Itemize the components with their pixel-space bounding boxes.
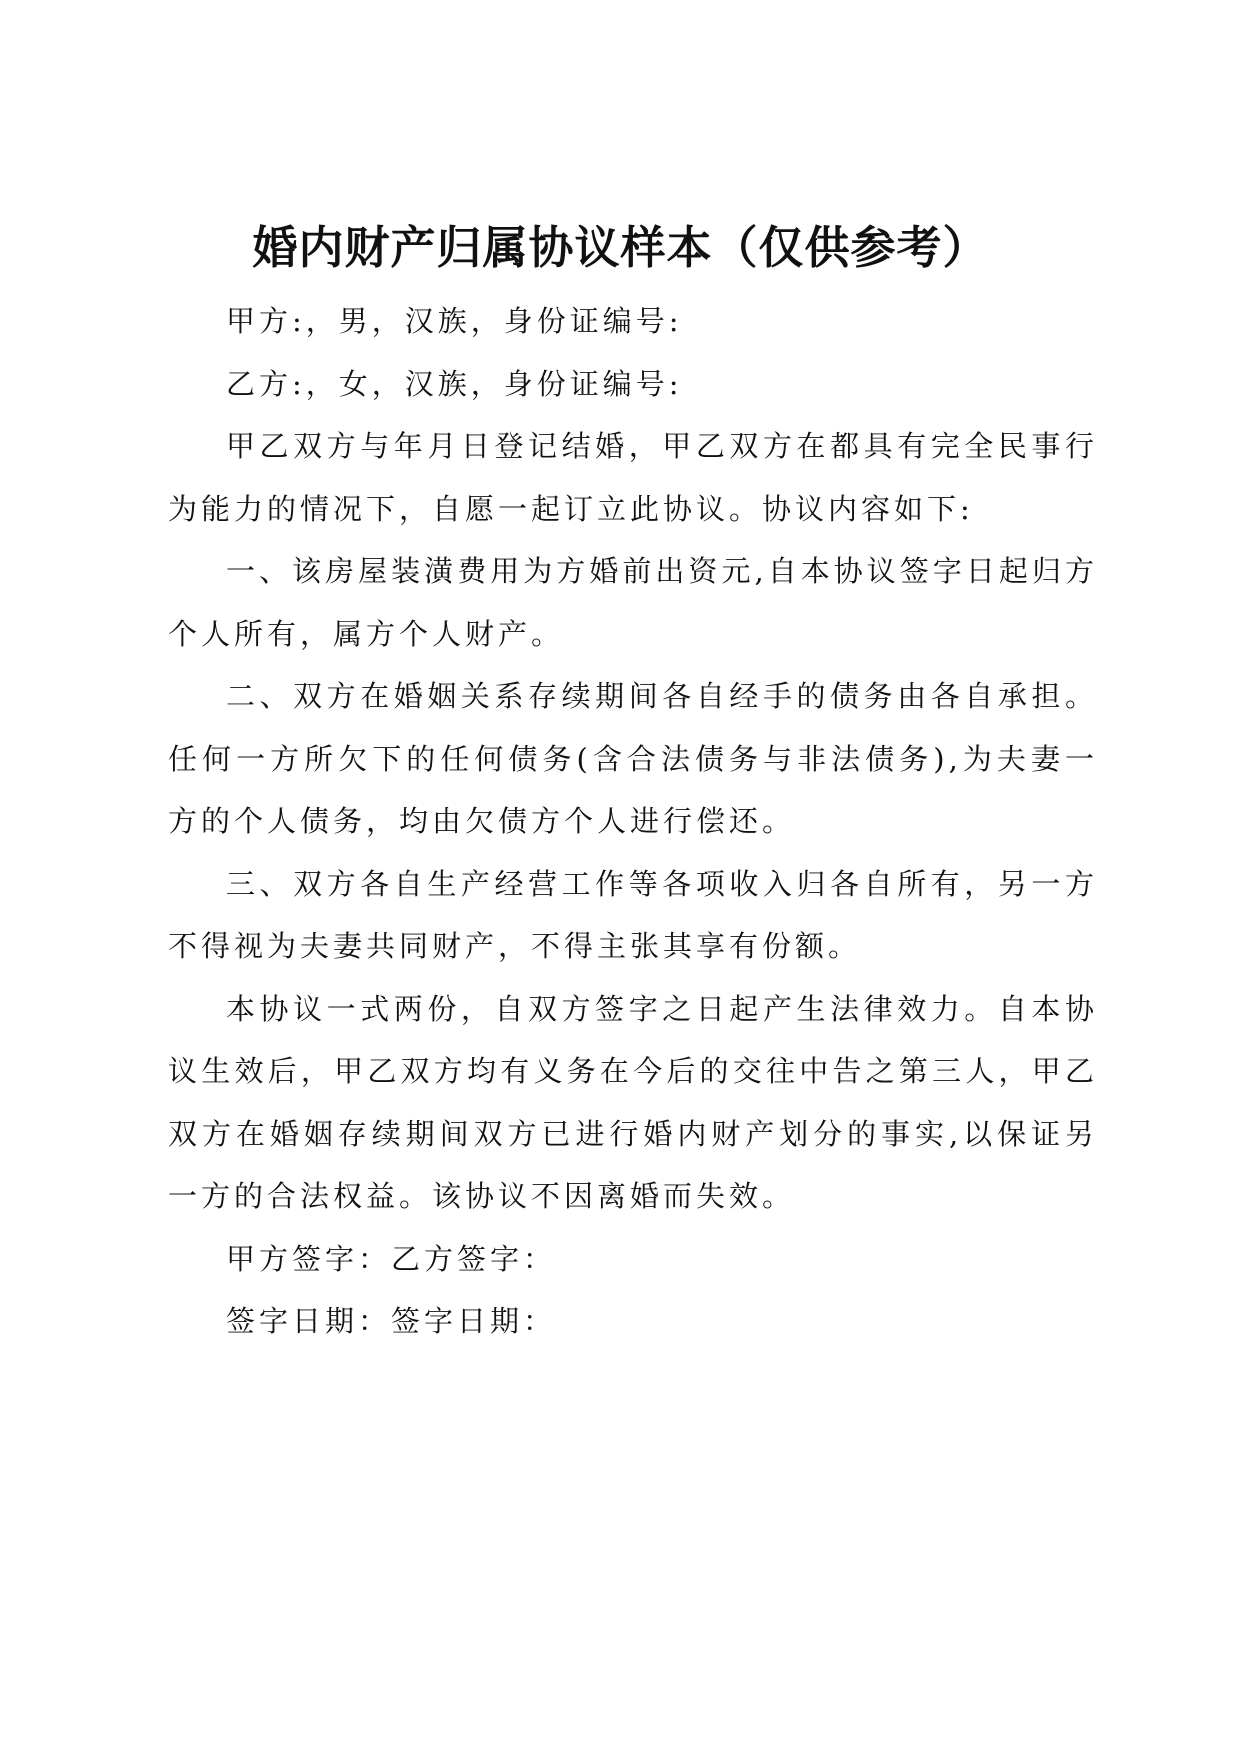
effectiveness-paragraph: 本协议一式两份，自双方签字之日起产生法律效力。自本协议生效后，甲乙双方均有义务在今后的交往中告之第三人，甲乙双方在婚姻存续期间双方已进行婚内财产划分的事实,以保证另一方的合法权益。该协议不因离婚而失效。 <box>168 991 1098 1213</box>
signature-date-line: 签字日期：签字日期： <box>226 1304 557 1338</box>
signature-line: 甲方签字：乙方签字： <box>226 1241 557 1276</box>
clause-1: 一、该房屋装潢费用为方婚前出资元,自本协议签字日起归方个人所有，属方个人财产。 <box>168 554 1098 651</box>
clause-2: 二、双方在婚姻关系存续期间各自经手的债务由各自承担。任何一方所欠下的任何债务(含合法债务与非法债务),为夫妻一方的个人债务，均由欠债方个人进行偿还。 <box>168 679 1098 838</box>
document-title: 婚内财产归属协议样本（仅供参考） <box>252 221 989 274</box>
party-b-line: 乙方:，女，汉族，身份证编号: <box>226 366 683 401</box>
clause-3: 三、双方各自生产经营工作等各项收入归各自所有，另一方不得视为夫妻共同财产，不得主张其享有份额。 <box>168 866 1098 963</box>
document-body <box>168 290 1098 1353</box>
party-a-line: 甲方:，男，汉族，身份证编号: <box>226 304 683 338</box>
intro-paragraph: 甲乙双方与年月日登记结婚，甲乙双方在都具有完全民事行为能力的情况下，自愿一起订立此协议。协议内容如下: <box>168 429 1098 526</box>
